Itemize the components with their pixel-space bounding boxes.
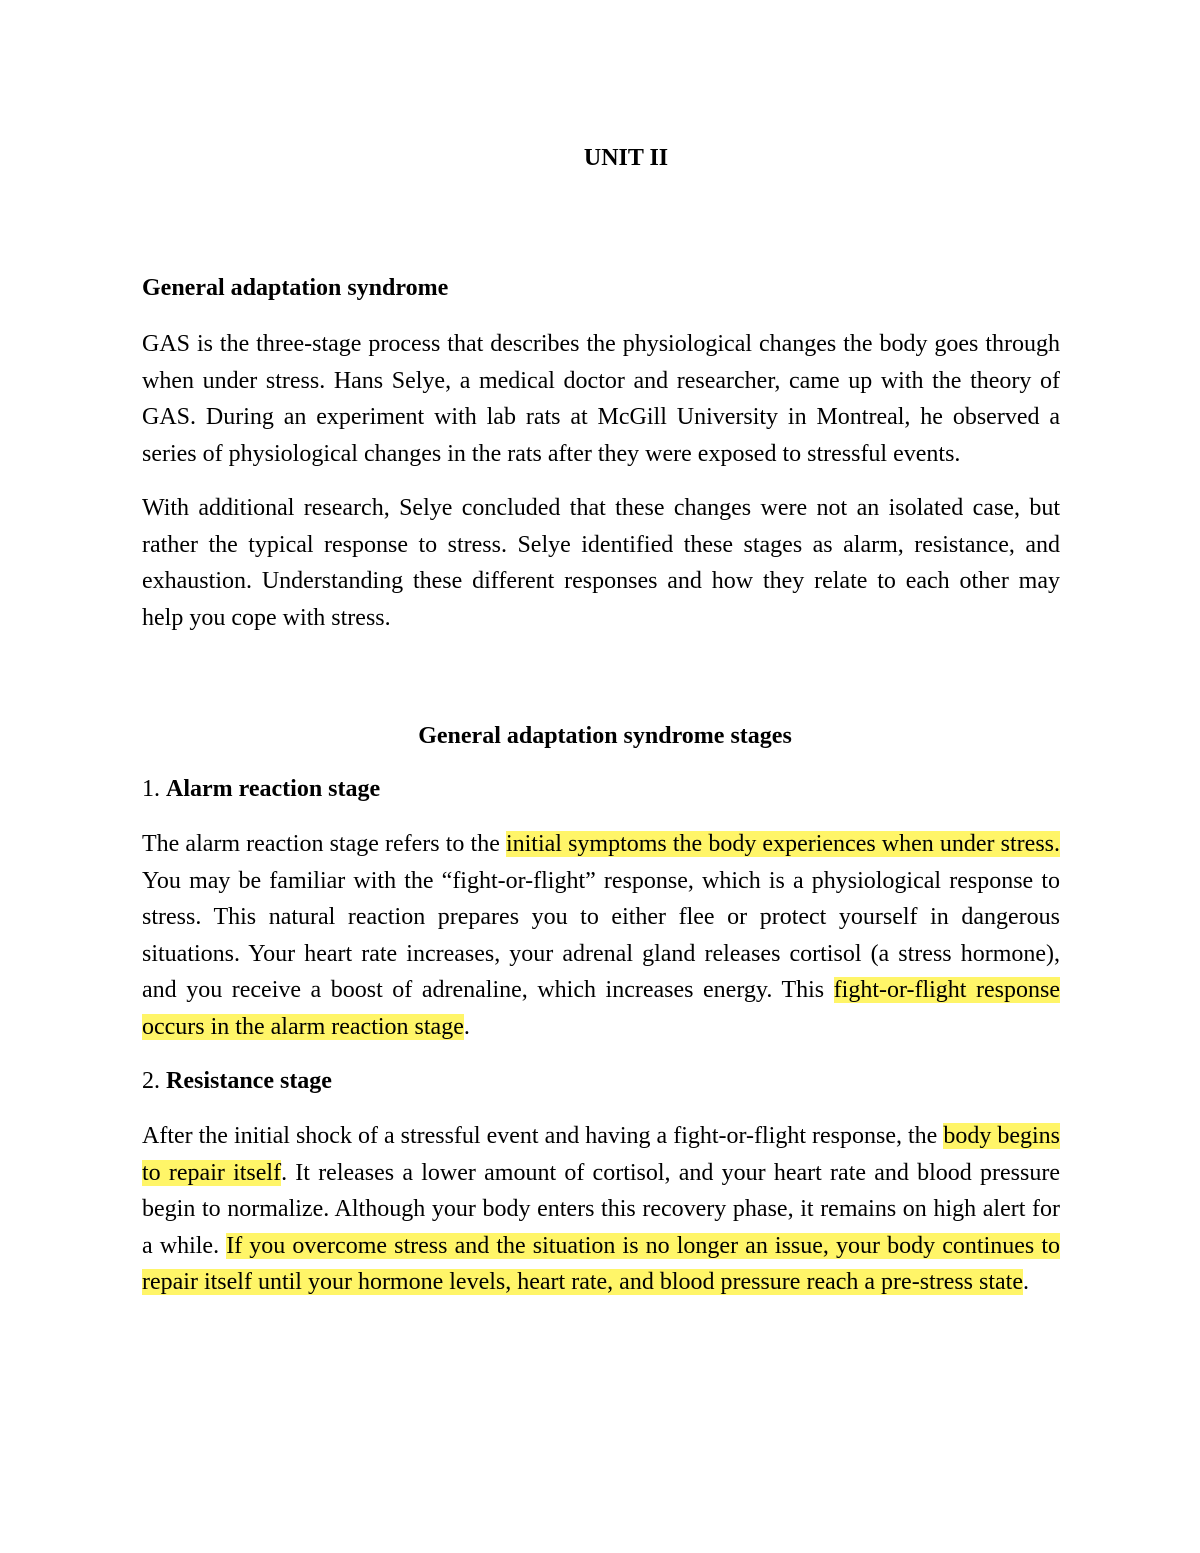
- section-heading: General adaptation syndrome: [142, 275, 449, 301]
- spacer: [142, 636, 1060, 718]
- intro-paragraph-1: GAS is the three-stage process that describes the physiological changes the body goes through when under stress. Hans Selye, a medical doctor and researcher, came up with the theory of GAS. During an experiment with lab rats at McGill University in Montreal, he observed a series of physiological changes in the rats after they were exposed to stressful events.: [142, 331, 1060, 467]
- spacer: [142, 176, 1060, 270]
- spacer: [142, 1099, 1060, 1118]
- text-segment: The alarm reaction stage refers to the: [142, 831, 506, 857]
- spacer: [142, 754, 1060, 771]
- highlighted-text: fight-or-flight response occurs in the alarm reaction stage: [142, 977, 1060, 1040]
- stage-heading-alarm: [142, 771, 1060, 807]
- stage-name: Alarm reaction stage: [166, 776, 381, 802]
- text-segment: After the initial shock of a stressful event and having a fight-or-flight response, the: [142, 1123, 944, 1149]
- unit-title: UNIT II: [583, 145, 669, 171]
- stage-heading-resistance: [142, 1063, 1060, 1099]
- stage-name: Resistance stage: [166, 1068, 332, 1094]
- spacer: [142, 472, 1060, 490]
- spacer: [142, 807, 1060, 826]
- document-body: [142, 140, 1060, 1301]
- intro-paragraph-2: With additional research, Selye concluded that these changes were not an isolated case, but rather the typical response to stress. Selye identified these stages as alarm, resistance, and exhaustion. Understanding these different responses and how they relate to each other may help you cope with stress.: [142, 495, 1060, 631]
- stage-number: 2.: [142, 1068, 160, 1094]
- text-segment: .: [1023, 1269, 1030, 1295]
- spacer: [142, 1045, 1060, 1063]
- stage-paragraph-resistance: [142, 1118, 1060, 1301]
- text-segment: .: [463, 1013, 470, 1040]
- stages-title: General adaptation syndrome stages: [418, 723, 792, 749]
- highlighted-text: If you overcome stress and the situation is no longer an issue, your body continues to repair itself until your hormone levels, heart rate, and blood pressure reach a pre-stress state: [142, 1232, 1060, 1295]
- text-segment: You may be familiar with the “fight-or-flight” response, which is a physiological response to stress. This natural reaction prepares you to either flee or protect yourself in dangerous situations. Your heart rate increases, your adrenal gland releases cortisol (a stress hormone), and you receive a boost of adrenaline, which increases energy. This: [142, 867, 1060, 1003]
- highlighted-text: initial symptoms the body experiences when under stress.: [505, 831, 1061, 857]
- text-segment: . It releases a lower amount of cortisol, and your heart rate and blood pressure begin to normalize. Although your body enters this recovery phase, it remains on high alert for a while.: [142, 1159, 1060, 1259]
- highlighted-text: body begins to repair itself: [142, 1123, 1060, 1186]
- stage-paragraph-alarm: [142, 826, 1060, 1045]
- spacer: [142, 306, 1060, 326]
- stage-number: 1.: [142, 776, 160, 802]
